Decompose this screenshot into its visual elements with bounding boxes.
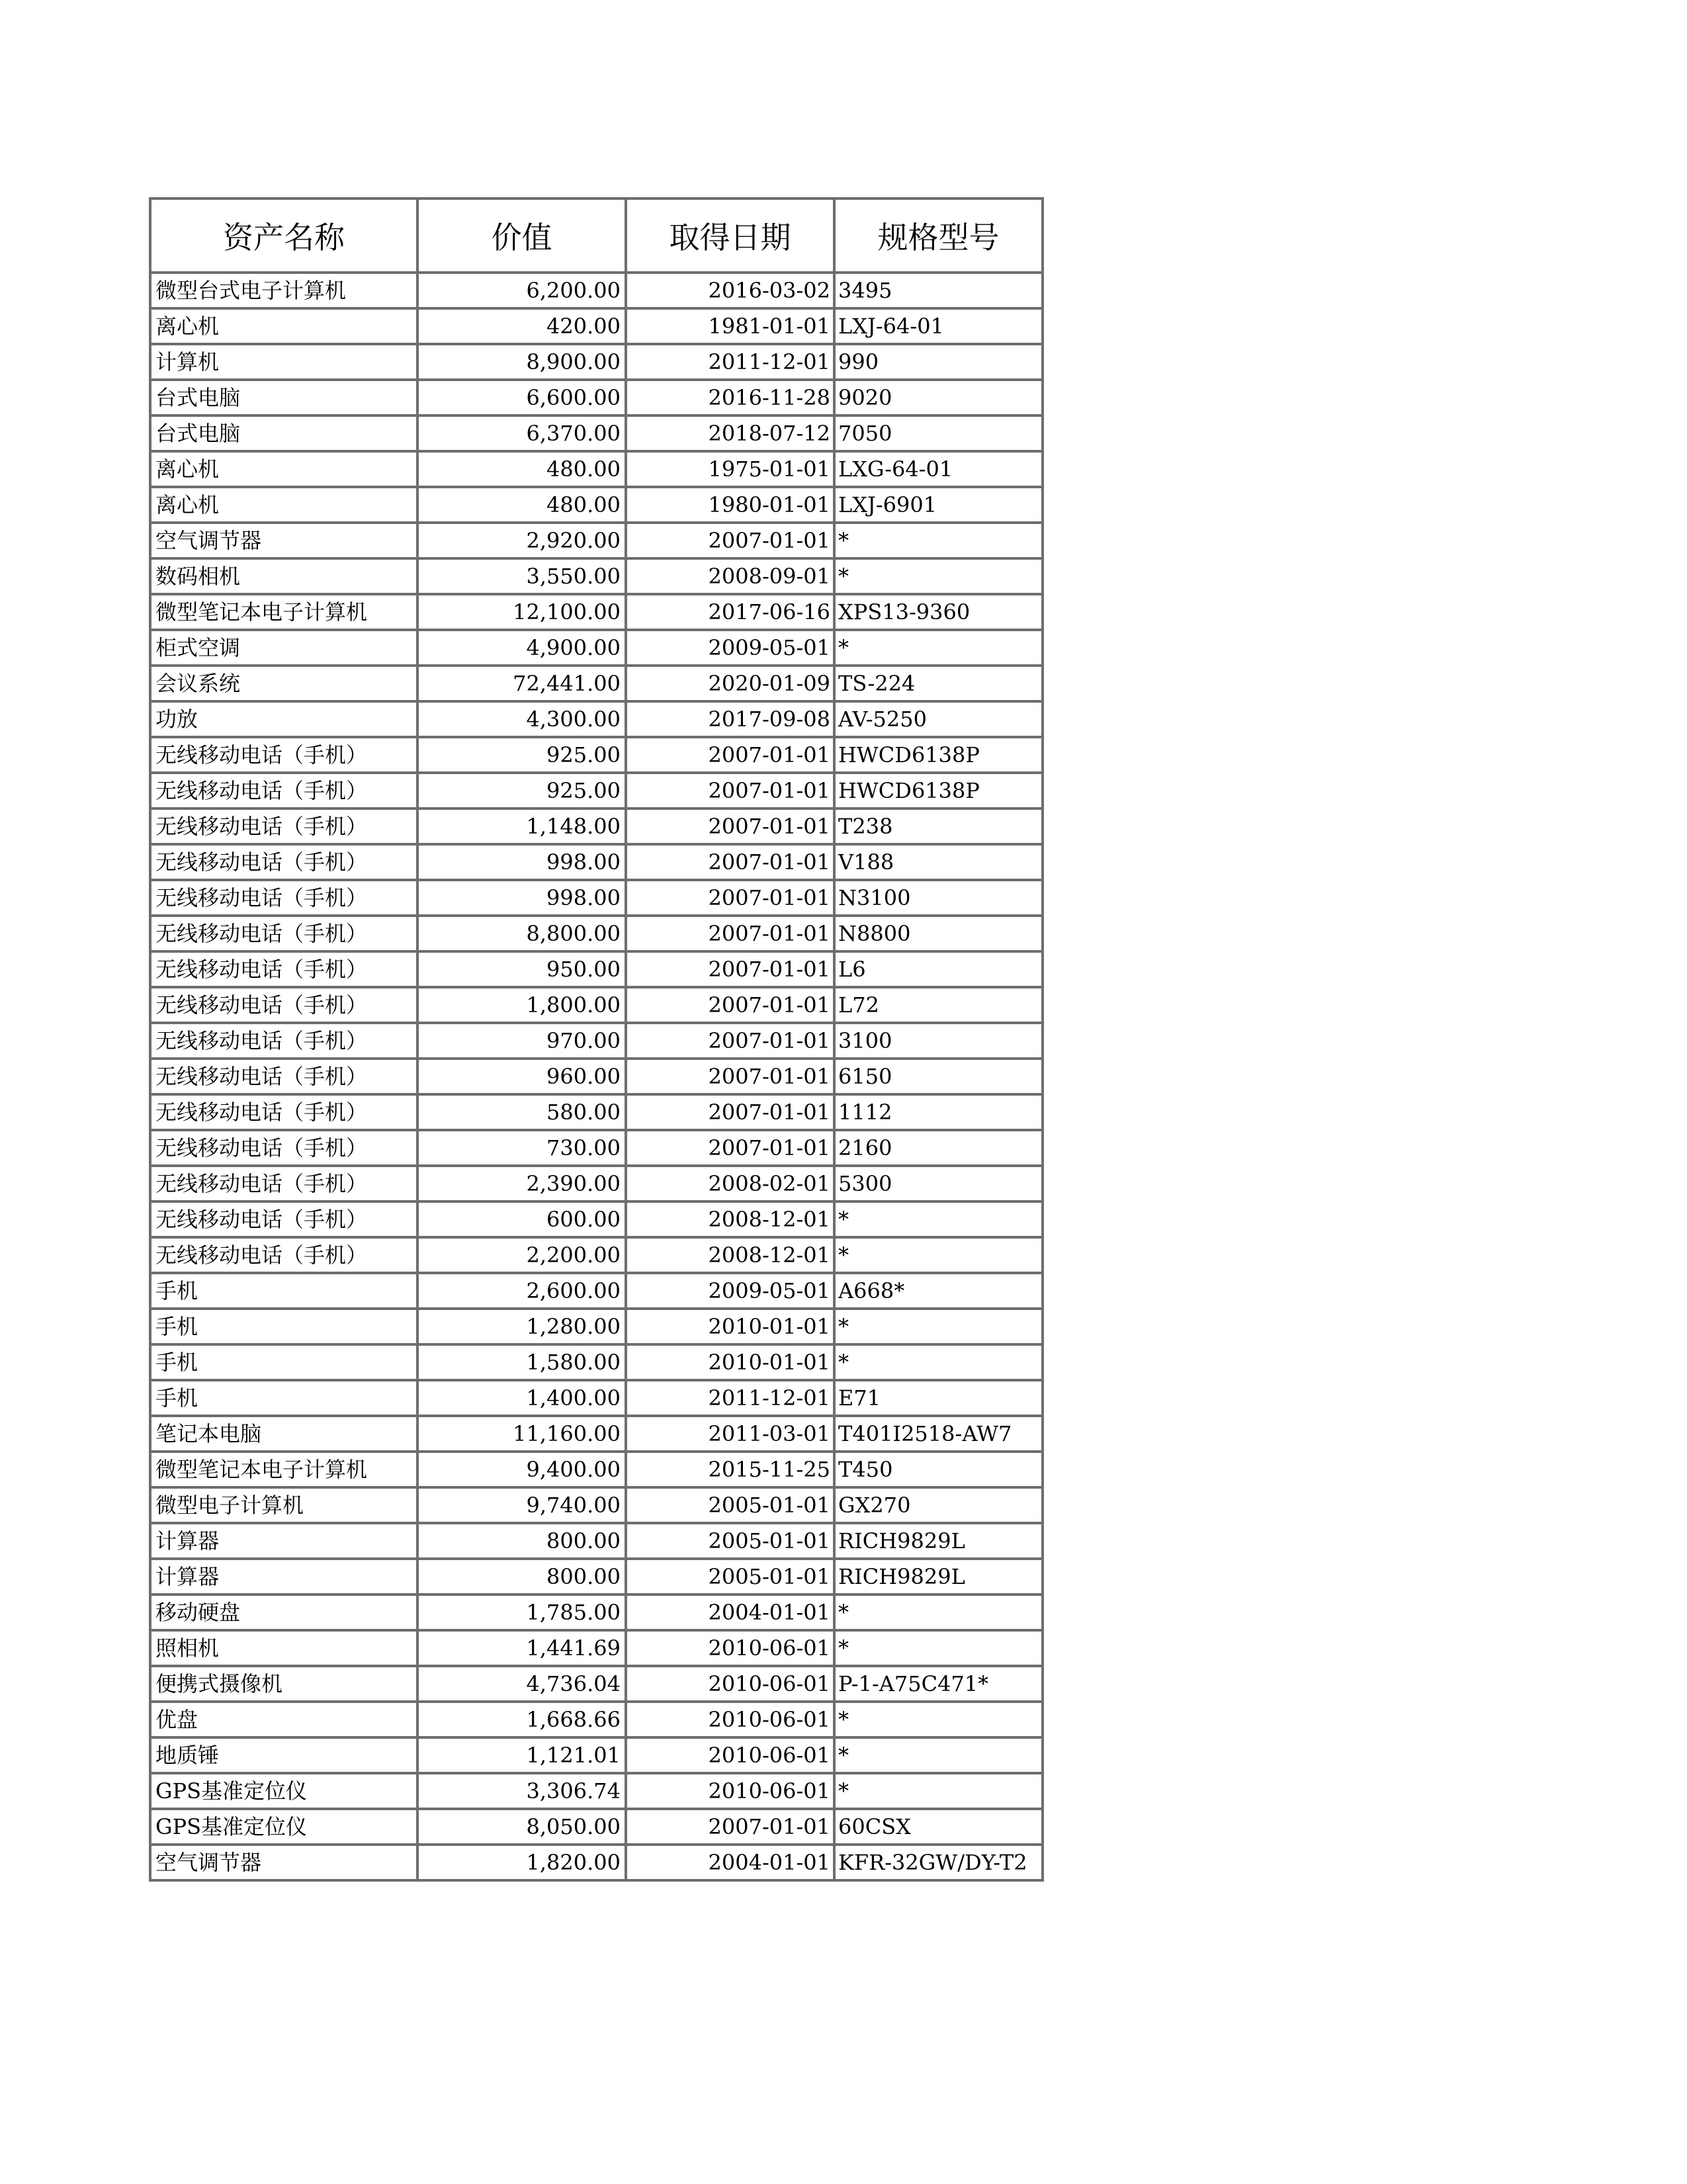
cell-model: AV-5250 <box>834 701 1043 737</box>
cell-model: 6150 <box>834 1059 1043 1094</box>
cell-value: 998.00 <box>417 880 626 916</box>
table-row <box>150 1166 1043 1201</box>
cell-model: 3495 <box>834 273 1043 308</box>
cell-model: 3100 <box>834 1023 1043 1059</box>
cell-asset-name: 微型电子计算机 <box>150 1487 417 1523</box>
cell-asset-name: 无线移动电话（手机） <box>150 951 417 987</box>
cell-acquire-date: 2010-01-01 <box>626 1344 834 1380</box>
cell-model: * <box>834 1201 1043 1237</box>
cell-asset-name: 优盘 <box>150 1702 417 1737</box>
table-row <box>150 1273 1043 1309</box>
cell-asset-name: 微型台式电子计算机 <box>150 273 417 308</box>
cell-model: V188 <box>834 844 1043 880</box>
header-model: 规格型号 <box>834 198 1043 273</box>
cell-asset-name: GPS基准定位仪 <box>150 1773 417 1809</box>
cell-model: 990 <box>834 344 1043 380</box>
cell-asset-name: 无线移动电话（手机） <box>150 1201 417 1237</box>
cell-value: 3,306.74 <box>417 1773 626 1809</box>
cell-value: 72,441.00 <box>417 666 626 701</box>
table-row <box>150 1773 1043 1809</box>
cell-acquire-date: 2007-01-01 <box>626 523 834 558</box>
table-row <box>150 916 1043 951</box>
table-row <box>150 1702 1043 1737</box>
table-row <box>150 308 1043 344</box>
table-row <box>150 1201 1043 1237</box>
cell-asset-name: 无线移动电话（手机） <box>150 737 417 773</box>
cell-acquire-date: 2010-06-01 <box>626 1630 834 1666</box>
cell-asset-name: 无线移动电话（手机） <box>150 1237 417 1273</box>
cell-model: 5300 <box>834 1166 1043 1201</box>
cell-asset-name: 笔记本电脑 <box>150 1416 417 1452</box>
table-row <box>150 1666 1043 1702</box>
cell-value: 8,800.00 <box>417 916 626 951</box>
cell-asset-name: GPS基准定位仪 <box>150 1809 417 1845</box>
cell-value: 6,600.00 <box>417 380 626 415</box>
cell-value: 9,740.00 <box>417 1487 626 1523</box>
cell-model: LXG-64-01 <box>834 451 1043 487</box>
cell-value: 9,400.00 <box>417 1452 626 1487</box>
cell-asset-name: 无线移动电话（手机） <box>150 844 417 880</box>
table-row <box>150 1094 1043 1130</box>
cell-acquire-date: 2010-06-01 <box>626 1702 834 1737</box>
cell-acquire-date: 2011-03-01 <box>626 1416 834 1452</box>
cell-acquire-date: 2010-06-01 <box>626 1773 834 1809</box>
cell-value: 970.00 <box>417 1023 626 1059</box>
table-row <box>150 344 1043 380</box>
cell-value: 1,820.00 <box>417 1845 626 1880</box>
table-row <box>150 630 1043 666</box>
cell-model: * <box>834 630 1043 666</box>
cell-asset-name: 微型笔记本电子计算机 <box>150 1452 417 1487</box>
cell-model: LXJ-6901 <box>834 487 1043 523</box>
cell-value: 2,390.00 <box>417 1166 626 1201</box>
cell-acquire-date: 2007-01-01 <box>626 916 834 951</box>
cell-acquire-date: 2010-06-01 <box>626 1666 834 1702</box>
table-row <box>150 1809 1043 1845</box>
cell-asset-name: 无线移动电话（手机） <box>150 1166 417 1201</box>
cell-acquire-date: 2005-01-01 <box>626 1559 834 1594</box>
cell-value: 1,121.01 <box>417 1737 626 1773</box>
table-row <box>150 1487 1043 1523</box>
table-row <box>150 451 1043 487</box>
cell-value: 1,668.66 <box>417 1702 626 1737</box>
cell-value: 800.00 <box>417 1523 626 1559</box>
table-row <box>150 523 1043 558</box>
cell-value: 6,370.00 <box>417 415 626 451</box>
table-row <box>150 737 1043 773</box>
cell-acquire-date: 2007-01-01 <box>626 808 834 844</box>
cell-value: 4,900.00 <box>417 630 626 666</box>
table-row <box>150 1237 1043 1273</box>
cell-asset-name: 移动硬盘 <box>150 1594 417 1630</box>
cell-value: 2,920.00 <box>417 523 626 558</box>
cell-asset-name: 功放 <box>150 701 417 737</box>
cell-value: 480.00 <box>417 487 626 523</box>
cell-model: * <box>834 1702 1043 1737</box>
cell-model: 7050 <box>834 415 1043 451</box>
cell-value: 925.00 <box>417 737 626 773</box>
cell-value: 925.00 <box>417 773 626 808</box>
header-acquire-date: 取得日期 <box>626 198 834 273</box>
cell-acquire-date: 2007-01-01 <box>626 1809 834 1845</box>
cell-asset-name: 照相机 <box>150 1630 417 1666</box>
cell-value: 1,580.00 <box>417 1344 626 1380</box>
cell-model: T450 <box>834 1452 1043 1487</box>
cell-model: * <box>834 1344 1043 1380</box>
cell-acquire-date: 2017-06-16 <box>626 594 834 630</box>
cell-asset-name: 计算机 <box>150 344 417 380</box>
cell-acquire-date: 2007-01-01 <box>626 1023 834 1059</box>
cell-acquire-date: 2008-09-01 <box>626 558 834 594</box>
cell-value: 1,441.69 <box>417 1630 626 1666</box>
cell-value: 960.00 <box>417 1059 626 1094</box>
cell-asset-name: 无线移动电话（手机） <box>150 880 417 916</box>
cell-model: T401I2518-AW7 <box>834 1416 1043 1452</box>
cell-asset-name: 离心机 <box>150 308 417 344</box>
cell-acquire-date: 2011-12-01 <box>626 1380 834 1416</box>
cell-model: 2160 <box>834 1130 1043 1166</box>
cell-acquire-date: 2010-01-01 <box>626 1309 834 1344</box>
cell-model: * <box>834 1773 1043 1809</box>
table-row <box>150 1130 1043 1166</box>
cell-model: N8800 <box>834 916 1043 951</box>
cell-asset-name: 无线移动电话（手机） <box>150 987 417 1023</box>
table-body <box>150 273 1043 1880</box>
cell-asset-name: 空气调节器 <box>150 1845 417 1880</box>
cell-asset-name: 会议系统 <box>150 666 417 701</box>
cell-value: 2,200.00 <box>417 1237 626 1273</box>
cell-value: 2,600.00 <box>417 1273 626 1309</box>
cell-acquire-date: 2010-06-01 <box>626 1737 834 1773</box>
cell-asset-name: 台式电脑 <box>150 380 417 415</box>
cell-value: 1,800.00 <box>417 987 626 1023</box>
table-row <box>150 808 1043 844</box>
cell-acquire-date: 2007-01-01 <box>626 1094 834 1130</box>
cell-value: 1,785.00 <box>417 1594 626 1630</box>
cell-model: A668* <box>834 1273 1043 1309</box>
cell-asset-name: 无线移动电话（手机） <box>150 916 417 951</box>
table-row <box>150 773 1043 808</box>
table-row <box>150 880 1043 916</box>
cell-acquire-date: 2018-07-12 <box>626 415 834 451</box>
asset-table <box>149 197 1044 1882</box>
cell-acquire-date: 2009-05-01 <box>626 1273 834 1309</box>
cell-acquire-date: 2007-01-01 <box>626 844 834 880</box>
cell-model: * <box>834 558 1043 594</box>
table-row <box>150 1845 1043 1880</box>
cell-acquire-date: 2008-02-01 <box>626 1166 834 1201</box>
cell-model: E71 <box>834 1380 1043 1416</box>
cell-model: 60CSX <box>834 1809 1043 1845</box>
cell-model: 9020 <box>834 380 1043 415</box>
table-row <box>150 273 1043 308</box>
cell-asset-name: 计算器 <box>150 1523 417 1559</box>
cell-value: 6,200.00 <box>417 273 626 308</box>
cell-model: L72 <box>834 987 1043 1023</box>
cell-asset-name: 离心机 <box>150 451 417 487</box>
cell-acquire-date: 2005-01-01 <box>626 1523 834 1559</box>
cell-value: 1,280.00 <box>417 1309 626 1344</box>
cell-acquire-date: 2017-09-08 <box>626 701 834 737</box>
cell-asset-name: 柜式空调 <box>150 630 417 666</box>
cell-model: LXJ-64-01 <box>834 308 1043 344</box>
cell-acquire-date: 2020-01-09 <box>626 666 834 701</box>
cell-acquire-date: 2004-01-01 <box>626 1594 834 1630</box>
cell-asset-name: 无线移动电话（手机） <box>150 1023 417 1059</box>
table-row <box>150 1344 1043 1380</box>
table-row <box>150 487 1043 523</box>
cell-acquire-date: 2004-01-01 <box>626 1845 834 1880</box>
table-row <box>150 1309 1043 1344</box>
table-row <box>150 701 1043 737</box>
cell-model: N3100 <box>834 880 1043 916</box>
cell-asset-name: 无线移动电话（手机） <box>150 808 417 844</box>
cell-value: 4,736.04 <box>417 1666 626 1702</box>
cell-model: * <box>834 1237 1043 1273</box>
cell-model: GX270 <box>834 1487 1043 1523</box>
table-row <box>150 1452 1043 1487</box>
cell-model: L6 <box>834 951 1043 987</box>
cell-acquire-date: 1980-01-01 <box>626 487 834 523</box>
cell-acquire-date: 2016-11-28 <box>626 380 834 415</box>
cell-model: * <box>834 1594 1043 1630</box>
cell-asset-name: 手机 <box>150 1309 417 1344</box>
table-row <box>150 1023 1043 1059</box>
cell-value: 600.00 <box>417 1201 626 1237</box>
table-row <box>150 558 1043 594</box>
header-asset-name: 资产名称 <box>150 198 417 273</box>
cell-model: HWCD6138P <box>834 737 1043 773</box>
cell-value: 480.00 <box>417 451 626 487</box>
cell-model: T238 <box>834 808 1043 844</box>
cell-value: 4,300.00 <box>417 701 626 737</box>
cell-model: RICH9829L <box>834 1559 1043 1594</box>
cell-model: HWCD6138P <box>834 773 1043 808</box>
cell-model: * <box>834 1737 1043 1773</box>
table-row <box>150 594 1043 630</box>
cell-acquire-date: 2007-01-01 <box>626 1130 834 1166</box>
table-row <box>150 1380 1043 1416</box>
cell-asset-name: 便携式摄像机 <box>150 1666 417 1702</box>
cell-acquire-date: 2007-01-01 <box>626 987 834 1023</box>
table-row <box>150 951 1043 987</box>
table-row <box>150 1559 1043 1594</box>
cell-value: 950.00 <box>417 951 626 987</box>
cell-value: 420.00 <box>417 308 626 344</box>
cell-model: * <box>834 1309 1043 1344</box>
cell-acquire-date: 2011-12-01 <box>626 344 834 380</box>
table-row <box>150 1630 1043 1666</box>
cell-asset-name: 无线移动电话（手机） <box>150 1059 417 1094</box>
cell-value: 8,050.00 <box>417 1809 626 1845</box>
cell-acquire-date: 2007-01-01 <box>626 1059 834 1094</box>
cell-acquire-date: 2016-03-02 <box>626 273 834 308</box>
cell-asset-name: 数码相机 <box>150 558 417 594</box>
cell-asset-name: 离心机 <box>150 487 417 523</box>
table-row <box>150 1059 1043 1094</box>
cell-value: 800.00 <box>417 1559 626 1594</box>
cell-value: 998.00 <box>417 844 626 880</box>
cell-model: * <box>834 523 1043 558</box>
cell-value: 11,160.00 <box>417 1416 626 1452</box>
cell-acquire-date: 2008-12-01 <box>626 1201 834 1237</box>
cell-acquire-date: 2007-01-01 <box>626 737 834 773</box>
cell-asset-name: 无线移动电话（手机） <box>150 1094 417 1130</box>
table-row <box>150 415 1043 451</box>
cell-acquire-date: 1981-01-01 <box>626 308 834 344</box>
cell-asset-name: 计算器 <box>150 1559 417 1594</box>
cell-acquire-date: 2015-11-25 <box>626 1452 834 1487</box>
cell-model: * <box>834 1630 1043 1666</box>
header-value: 价值 <box>417 198 626 273</box>
table-row <box>150 987 1043 1023</box>
cell-asset-name: 无线移动电话（手机） <box>150 1130 417 1166</box>
cell-model: XPS13-9360 <box>834 594 1043 630</box>
cell-model: 1112 <box>834 1094 1043 1130</box>
cell-asset-name: 手机 <box>150 1273 417 1309</box>
cell-value: 12,100.00 <box>417 594 626 630</box>
cell-value: 580.00 <box>417 1094 626 1130</box>
table-row <box>150 666 1043 701</box>
cell-model: P-1-A75C471* <box>834 1666 1043 1702</box>
cell-value: 730.00 <box>417 1130 626 1166</box>
cell-value: 8,900.00 <box>417 344 626 380</box>
cell-asset-name: 无线移动电话（手机） <box>150 773 417 808</box>
cell-acquire-date: 1975-01-01 <box>626 451 834 487</box>
cell-model: KFR-32GW/DY-T2 <box>834 1845 1043 1880</box>
header-row <box>150 198 1043 273</box>
cell-value: 1,148.00 <box>417 808 626 844</box>
table-row <box>150 380 1043 415</box>
cell-model: TS-224 <box>834 666 1043 701</box>
cell-value: 3,550.00 <box>417 558 626 594</box>
table-row <box>150 1737 1043 1773</box>
cell-asset-name: 地质锤 <box>150 1737 417 1773</box>
cell-asset-name: 空气调节器 <box>150 523 417 558</box>
table-row <box>150 1594 1043 1630</box>
cell-acquire-date: 2008-12-01 <box>626 1237 834 1273</box>
cell-acquire-date: 2005-01-01 <box>626 1487 834 1523</box>
cell-model: RICH9829L <box>834 1523 1043 1559</box>
cell-acquire-date: 2007-01-01 <box>626 951 834 987</box>
cell-value: 1,400.00 <box>417 1380 626 1416</box>
cell-asset-name: 台式电脑 <box>150 415 417 451</box>
table-row <box>150 1416 1043 1452</box>
cell-asset-name: 手机 <box>150 1344 417 1380</box>
cell-acquire-date: 2007-01-01 <box>626 773 834 808</box>
cell-asset-name: 微型笔记本电子计算机 <box>150 594 417 630</box>
table-row <box>150 844 1043 880</box>
cell-acquire-date: 2007-01-01 <box>626 880 834 916</box>
table-row <box>150 1523 1043 1559</box>
cell-acquire-date: 2009-05-01 <box>626 630 834 666</box>
cell-asset-name: 手机 <box>150 1380 417 1416</box>
